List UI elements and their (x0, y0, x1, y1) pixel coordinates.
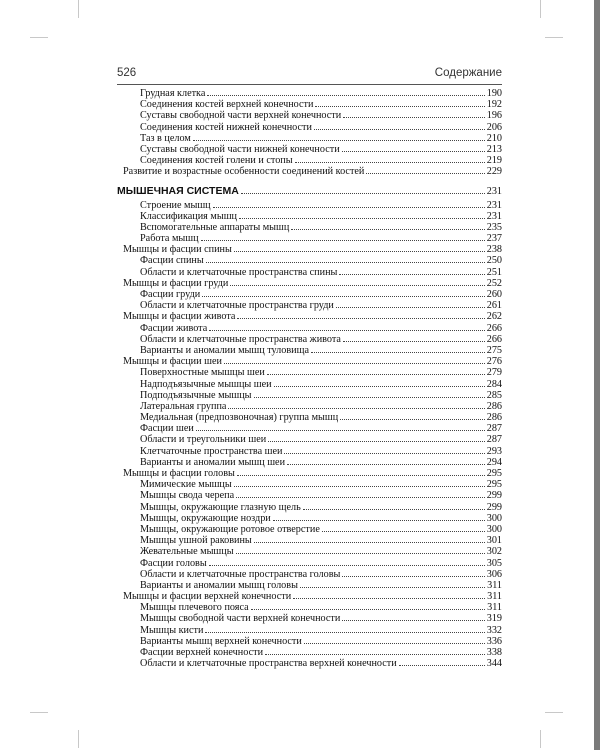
toc-entry-title: Варианты и аномалии мышц головы (140, 579, 298, 591)
toc-entry-page: 300 (486, 523, 502, 535)
toc-entry-page: 266 (486, 322, 502, 334)
dot-leader (287, 463, 485, 465)
toc-entry-title: Фасции шеи (140, 423, 194, 435)
toc-entry[interactable] (117, 166, 502, 177)
crop-mark (540, 0, 541, 18)
dot-leader (237, 474, 485, 476)
dot-leader (343, 340, 485, 342)
dot-leader (366, 172, 484, 174)
crop-mark (545, 712, 563, 713)
toc-entry-page: 252 (486, 277, 502, 289)
toc-entry[interactable] (117, 200, 502, 211)
toc-entry-title: Мимические мышцы (140, 479, 232, 491)
toc-entry-title: Развитие и возрастные особенности соединений костей (123, 166, 365, 178)
toc-entry-title: Таз в целом (140, 132, 191, 144)
toc-entry-page: 219 (486, 155, 502, 167)
toc-entry[interactable] (117, 155, 502, 166)
toc-entry-page: 235 (486, 221, 502, 233)
running-header (117, 66, 502, 85)
dot-leader (205, 631, 484, 633)
crop-mark (545, 37, 563, 38)
toc-entry-title: Мышцы, окружающие ротовое отверстие (140, 523, 320, 535)
dot-leader (234, 250, 485, 252)
toc-entry[interactable] (117, 625, 502, 636)
toc-entry-page: 295 (486, 468, 502, 479)
toc-entry-page: 260 (486, 289, 502, 300)
toc-entry-title: Области и треугольники шеи (140, 434, 267, 446)
toc-entry-page: 206 (486, 121, 502, 133)
toc-entry-title: Фасции головы (140, 557, 207, 569)
dot-leader (304, 642, 485, 644)
toc-entry-title: Фасции верхней конечности (140, 647, 264, 658)
crop-mark (30, 37, 48, 38)
toc-entry-page: 266 (486, 333, 502, 345)
toc-entry[interactable] (117, 122, 502, 133)
toc-entry[interactable] (117, 401, 502, 412)
toc-entry-title: Надподъязычные мышцы шеи (140, 378, 272, 390)
dot-leader (339, 273, 484, 275)
toc-entry-page: 285 (486, 389, 502, 401)
dot-leader (209, 564, 485, 566)
toc-entry-page: 286 (486, 412, 502, 424)
dot-leader (196, 429, 485, 431)
toc-chapter[interactable] (117, 183, 502, 200)
toc-entry-title: Мышцы и фасции груди (123, 277, 229, 289)
toc-entry-page: 210 (486, 132, 502, 144)
dot-leader (193, 139, 485, 141)
dot-leader (342, 575, 484, 577)
toc-entry-page: 336 (486, 635, 502, 647)
toc-entry-page: 262 (486, 311, 502, 323)
toc-entry[interactable] (117, 390, 502, 401)
toc-entry-page: 231 (486, 199, 502, 211)
toc-entry-title: Области и клетчаточные пространства головы (140, 568, 341, 580)
toc-entry-title: Соединения костей верхней конечности (140, 99, 314, 111)
dot-leader (295, 161, 485, 163)
toc-entry-page: 286 (486, 400, 502, 412)
toc-entry-title: Мышцы ушной раковины (140, 535, 252, 547)
toc-entry[interactable] (117, 267, 502, 278)
dot-leader (268, 440, 485, 442)
toc-entry[interactable] (117, 244, 502, 255)
dot-leader (207, 94, 484, 96)
dot-leader (340, 418, 485, 420)
dot-leader (228, 407, 484, 409)
toc-entry[interactable] (117, 636, 502, 647)
toc-entry[interactable] (117, 502, 502, 513)
toc-entry[interactable] (117, 289, 502, 300)
dot-leader (284, 452, 484, 454)
dot-leader (311, 351, 485, 353)
toc-entry-title: Фасции груди (140, 289, 201, 300)
toc-entry[interactable] (117, 367, 502, 378)
toc-entry-title: Клетчаточные пространства шеи (140, 445, 283, 457)
dot-leader (202, 295, 485, 297)
dot-leader (267, 373, 485, 375)
dot-leader (342, 150, 485, 152)
toc-entry-page: 231 (486, 185, 502, 197)
dot-leader (300, 586, 485, 588)
toc-entry[interactable] (117, 446, 502, 457)
toc-entry-title: Поверхностные мышцы шеи (140, 367, 265, 379)
toc-entry-title: Грудная клетка (140, 88, 206, 99)
toc-entry[interactable] (117, 412, 502, 423)
toc-entry-page: 190 (486, 88, 502, 99)
toc-entry[interactable] (117, 580, 502, 591)
toc-entry-page: 293 (486, 445, 502, 457)
toc-entry[interactable] (117, 356, 502, 367)
toc-entry-page: 332 (486, 624, 502, 636)
dot-leader (251, 608, 485, 610)
toc-entry[interactable] (117, 379, 502, 390)
dot-leader (254, 541, 485, 543)
dot-leader (314, 128, 485, 130)
toc-entry-title: Мышцы свода черепа (140, 490, 235, 502)
toc-entry-title: Латеральная группа (140, 400, 227, 412)
dot-leader (206, 261, 485, 263)
toc-entry-page: 196 (486, 110, 502, 122)
crop-mark (78, 0, 79, 18)
toc-entry-title: Мышцы, окружающие ноздри (140, 512, 271, 524)
dot-leader (342, 619, 484, 621)
crop-mark (540, 730, 541, 748)
section-title: Содержание (434, 67, 502, 79)
toc-entry-page: 251 (486, 266, 502, 278)
toc-entry-page: 302 (486, 546, 502, 558)
toc-entry[interactable] (117, 222, 502, 233)
toc-entry-title: Мышцы и фасции верхней конечности (123, 591, 292, 603)
toc-entry-title: Области и клетчаточные пространства груди (140, 300, 334, 312)
toc-entry-title: Фасции спины (140, 255, 204, 267)
toc-entry-title: Мышцы и фасции живота (123, 311, 236, 323)
toc-entry-title: Фасции живота (140, 322, 208, 334)
toc-entry[interactable] (117, 300, 502, 311)
dot-leader (315, 105, 484, 107)
toc-entry-title: Варианты и аномалии мышц туловища (140, 344, 309, 356)
toc-entry-page: 261 (486, 300, 502, 312)
toc-entry[interactable] (117, 457, 502, 468)
toc-entry-page: 284 (486, 378, 502, 390)
toc-entry-title: Работа мышц (140, 233, 199, 245)
toc-entry[interactable] (117, 144, 502, 155)
toc-entry[interactable] (117, 569, 502, 580)
toc-entry-page: 301 (486, 535, 502, 547)
toc-entry-page: 237 (486, 233, 502, 245)
toc-entry-title: Классификация мышц (140, 210, 237, 222)
toc-entry-title: Мышцы и фасции головы (123, 468, 235, 479)
toc-entry-title: Мышцы свободной части верхней конечности (140, 613, 341, 625)
toc-entry[interactable] (117, 278, 502, 289)
toc-entry[interactable] (117, 468, 502, 479)
toc-entry-title: Области и клетчаточные пространства живота (140, 333, 341, 345)
toc-entry[interactable] (117, 490, 502, 501)
toc-entry[interactable] (117, 211, 502, 222)
toc-entry[interactable] (117, 658, 502, 669)
toc-entry-title: Мышцы плечевого пояса (140, 602, 249, 614)
toc-entry-page: 229 (486, 166, 502, 178)
toc-entry[interactable] (117, 591, 502, 602)
dot-leader (336, 306, 485, 308)
toc-entry[interactable] (117, 311, 502, 322)
toc-entry[interactable] (117, 99, 502, 110)
toc-entry-page: 276 (486, 356, 502, 368)
toc-entry-title: Варианты и аномалии мышц шеи (140, 456, 286, 468)
toc-entry[interactable] (117, 546, 502, 557)
dot-leader (273, 519, 485, 521)
dot-leader (241, 192, 485, 194)
dot-leader (213, 206, 485, 208)
dot-leader (291, 228, 484, 230)
toc-entry[interactable] (117, 479, 502, 490)
toc-entry[interactable] (117, 535, 502, 546)
dot-leader (236, 496, 485, 498)
toc-entry-title: Медиальная (предпозвоночная) группа мышц (140, 412, 339, 424)
toc-entry-title: Соединения костей голени и стопы (140, 155, 293, 167)
toc-entry-title: Строение мышц (140, 199, 211, 211)
dot-leader (201, 239, 485, 241)
toc-entry[interactable] (117, 602, 502, 613)
dot-leader (234, 485, 485, 487)
toc-entry-title: Мышцы и фасции спины (123, 244, 232, 256)
toc-entry-page: 295 (486, 479, 502, 491)
toc-entry-title: Мышцы кисти (140, 624, 204, 636)
dot-leader (230, 284, 484, 286)
dot-leader (237, 317, 484, 319)
toc-entry-page: 213 (486, 143, 502, 155)
toc-entry[interactable] (117, 334, 502, 345)
toc-entry[interactable] (117, 513, 502, 524)
toc-entry-title: Подподъязычные мышцы (140, 389, 252, 401)
toc-entry-page: 306 (486, 568, 502, 580)
dot-leader (209, 329, 484, 331)
toc-entry-page: 300 (486, 512, 502, 524)
dot-leader (239, 217, 485, 219)
toc-entry-page: 311 (487, 591, 502, 603)
toc-entry-page: 238 (486, 244, 502, 256)
toc-entry[interactable] (117, 88, 502, 99)
toc-entry-title: МЫШЕЧНАЯ СИСТЕМА (117, 184, 239, 197)
dot-leader (274, 385, 485, 387)
toc-entry-page: 275 (486, 344, 502, 356)
toc-entry-page: 319 (486, 613, 502, 625)
toc-entry-title: Мышцы, окружающие глазную щель (140, 501, 301, 513)
toc-entry[interactable] (117, 423, 502, 434)
toc-entry-title: Области и клетчаточные пространства верхней конечности (140, 658, 397, 670)
dot-leader (303, 508, 485, 510)
toc-entry[interactable] (117, 110, 502, 121)
page-edge (594, 0, 600, 750)
toc-entry-title: Жевательные мышцы (140, 546, 234, 558)
toc-entry-page: 299 (486, 501, 502, 513)
toc-entry[interactable] (117, 434, 502, 445)
toc-entry-page: 311 (487, 579, 502, 591)
toc-entry-page: 287 (486, 423, 502, 435)
toc-entry-page: 250 (486, 255, 502, 267)
toc-entry-title: Области и клетчаточные пространства спины (140, 266, 338, 278)
toc-entry-title: Варианты мышц верхней конечности (140, 635, 302, 647)
toc-entry-title: Суставы свободной части нижней конечности (140, 143, 340, 155)
crop-mark (30, 712, 48, 713)
dot-leader (399, 664, 485, 666)
toc-entry-title: Вспомогательные аппараты мышц (140, 221, 290, 233)
toc-entry-page: 299 (486, 490, 502, 502)
toc-entry[interactable] (117, 323, 502, 334)
toc-entry-page: 311 (487, 602, 502, 614)
table-of-contents (117, 88, 502, 669)
toc-entry-page: 192 (486, 99, 502, 111)
toc-entry-title: Мышцы и фасции шеи (123, 356, 222, 368)
toc-entry[interactable] (117, 524, 502, 535)
toc-entry-page: 287 (486, 434, 502, 446)
toc-entry-page: 338 (486, 647, 502, 658)
toc-entry-page: 279 (486, 367, 502, 379)
toc-entry[interactable] (117, 233, 502, 244)
page-number: 526 (117, 67, 137, 79)
toc-entry-page: 294 (486, 456, 502, 468)
toc-entry[interactable] (117, 345, 502, 356)
dot-leader (265, 653, 485, 655)
toc-entry[interactable] (117, 558, 502, 569)
toc-entry[interactable] (117, 647, 502, 658)
dot-leader (224, 362, 485, 364)
dot-leader (293, 597, 485, 599)
dot-leader (254, 396, 485, 398)
toc-entry-title: Суставы свободной части верхней конечности (140, 110, 342, 122)
toc-entry[interactable] (117, 133, 502, 144)
toc-entry-page: 305 (486, 557, 502, 569)
dot-leader (236, 552, 485, 554)
toc-entry-title: Соединения костей нижней конечности (140, 121, 312, 133)
toc-entry-page: 344 (486, 658, 502, 670)
toc-entry[interactable] (117, 255, 502, 266)
crop-mark (78, 730, 79, 748)
dot-leader (343, 116, 485, 118)
dot-leader (322, 530, 485, 532)
toc-entry-page: 231 (486, 210, 502, 222)
toc-entry[interactable] (117, 613, 502, 624)
